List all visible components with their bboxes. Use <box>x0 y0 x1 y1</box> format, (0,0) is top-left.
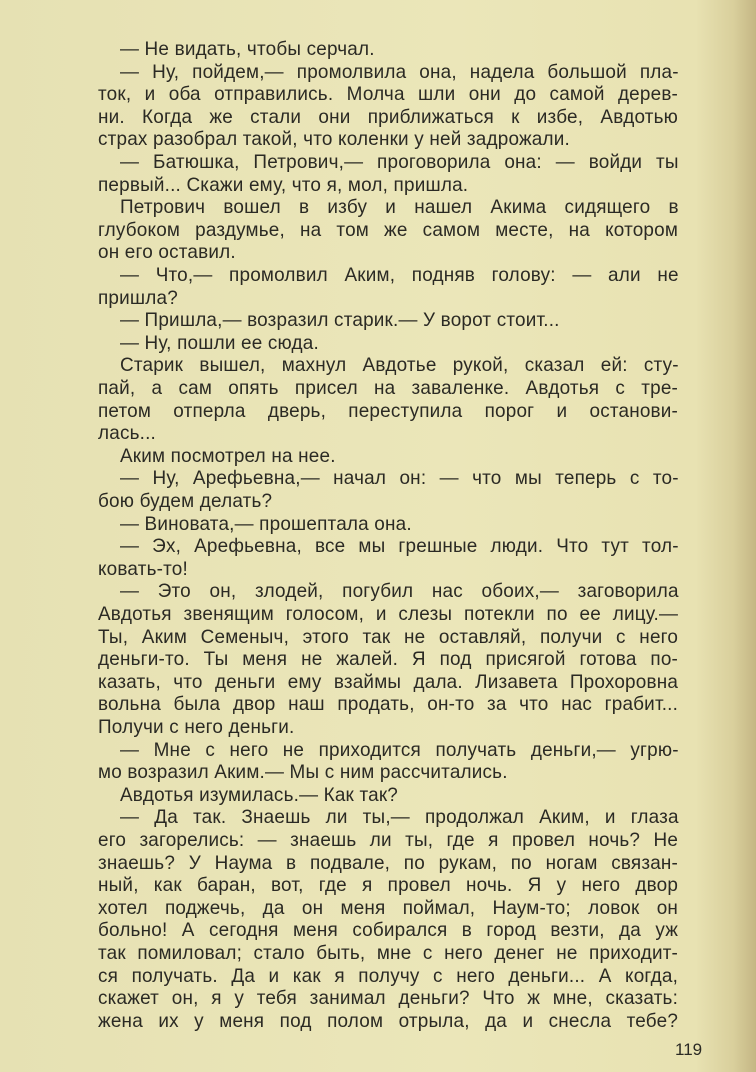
text-line: — Ну, Арефьевна,— начал он: — что мы теперь с то- <box>120 467 679 490</box>
text-line: ный, как баран, вот, где я провел ночь. Я у него двор <box>98 874 679 897</box>
text-line: петом отперла дверь, переступила порог и останови- <box>98 399 679 422</box>
text-line: он его оставил. <box>98 241 236 264</box>
text-line: пай, а сам опять присел на заваленке. Авдотья с тре- <box>98 377 679 399</box>
text-line: Авдотья изумилась.— Как так? <box>120 783 399 806</box>
text-line: казать, что деньги ему взаймы дала. Лизавета Прохоровна <box>98 670 679 693</box>
text-line: Петрович вошел в избу и нашел Акима сидящего в <box>120 196 679 219</box>
text-line: бою будем делать? <box>98 490 273 512</box>
text-line: — Ну, пойдем,— промолвила она, надела большой пла- <box>120 60 679 83</box>
text-line: скажет он, я у тебя занимал деньги? Что ж мне, сказать: <box>98 987 679 1010</box>
text-line: — Ну, пошли ее сюда. <box>120 331 319 354</box>
text-line: вольна была двор наш продать, он-то за что нас грабит... <box>98 693 679 716</box>
text-line: — Виновата,— прошептала она. <box>120 512 412 535</box>
text-line: так помиловал; стало быть, мне с него денег не приходит- <box>98 942 679 964</box>
text-line: страх разобрал такой, что коленки у ней задрожали. <box>98 128 570 151</box>
text-line: Ты, Аким Семеныч, этого так не оставляй, получи с него <box>98 625 679 648</box>
text-line: мо возразил Аким.— Мы с ним рассчитались. <box>98 761 508 784</box>
text-line: глубоком раздумье, на том же самом месте, на котором <box>98 218 679 241</box>
text-line: хотел поджечь, да он меня поймал, Наум-то; ловок он <box>98 896 679 919</box>
text-line: ни. Когда же стали они приближаться к избе, Авдотью <box>98 105 679 128</box>
text-line: ковать-то! <box>98 557 188 580</box>
text-line: Аким посмотрел на нее. <box>120 444 336 467</box>
text-line: первый... Скажи ему, что я, мол, пришла. <box>98 173 469 196</box>
text-line: деньги-то. Ты меня не жалей. Я под присягой готова по- <box>98 648 679 671</box>
text-line: — Эх, Арефьевна, все мы грешные люди. Что тут тол- <box>120 535 679 558</box>
text-line: Получи с него деньги. <box>98 716 295 738</box>
text-line: знаешь? У Наума в подвале, по рукам, по ногам связан- <box>98 851 679 874</box>
text-line: Старик вышел, махнул Авдотье рукой, сказал ей: сту- <box>120 354 679 377</box>
text-line: больно! А сегодня меня собирался в город везти, да уж <box>98 919 679 942</box>
text-line: Авдотья звенящим голосом, и слезы потекли по ее лицу.— <box>98 603 679 625</box>
page-number: 119 <box>675 1040 703 1059</box>
text-line: — Не видать, чтобы серчал. <box>120 38 375 60</box>
text-line: — Да так. Знаешь ли ты,— продолжал Аким, и глаза <box>120 806 679 829</box>
text-line: — Что,— промолвил Аким, подняв голову: — али не <box>120 264 679 286</box>
text-line: — Это он, злодей, погубил нас обоих,— заговорила <box>120 580 679 603</box>
text-line: пришла? <box>98 286 178 309</box>
text-line: — Пришла,— возразил старик.— У ворот стоит... <box>120 309 560 332</box>
text-line: жена их у меня под полом отрыла, да и снесла тебе? <box>98 1009 679 1032</box>
text-line: — Батюшка, Петрович,— проговорила она: — войди ты <box>120 151 679 173</box>
text-line: лась... <box>98 422 157 445</box>
text-line: ток, и оба отправились. Молча шли они до самой дерев- <box>98 83 679 106</box>
text-line: ся получать. Да и как я получу с него деньги... А когда, <box>98 964 679 987</box>
text-line: — Мне с него не приходится получать деньги,— угрю- <box>120 738 679 761</box>
text-line: его загорелись: — знаешь ли ты, где я провел ночь? Не <box>98 829 679 851</box>
